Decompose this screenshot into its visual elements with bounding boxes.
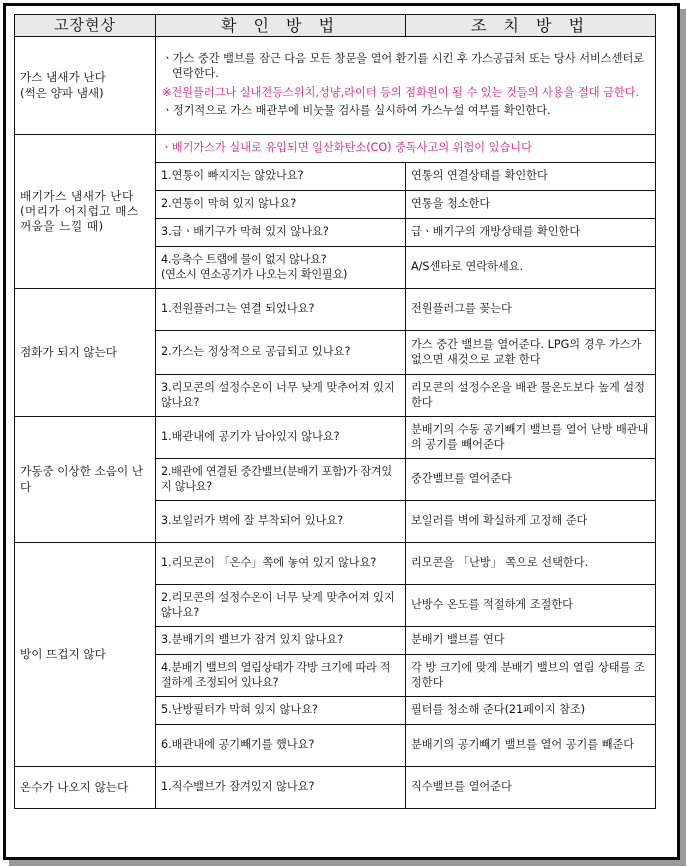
symptom-noise: 가동중 이상한 소음이 난다	[15, 417, 156, 543]
action-cell: 각 방 크기에 맞게 분배기 밸브의 열림 상태를 조정한다	[406, 655, 656, 697]
gas-smell-notes	[156, 37, 656, 135]
symptom-exhaust: 배기가스 냄새가 난다(머리가 어지럽고 매스꺼움을 느낄 때)	[15, 135, 156, 289]
check-cell: 3.리모콘의 설정수온이 너무 낮게 맞추어져 있지 않나요?	[156, 375, 406, 417]
header-symptom: 고장현상	[15, 15, 156, 37]
check-cell: 5.난방필터가 막혀 있지 않나요?	[156, 697, 406, 725]
check-cell: 1.연통이 빠지지는 않았나요?	[156, 163, 406, 191]
table-row	[15, 417, 656, 459]
check-cell: 1.리모콘이 「온수」쪽에 놓여 있지 않나요?	[156, 543, 406, 585]
symptom-ignition: 점화가 되지 않는다	[15, 289, 156, 417]
check-cell: 3.급ㆍ배기구가 막혀 있지 않나요?	[156, 219, 406, 247]
check-cell: 2.가스는 정상적으로 공급되고 있나요?	[156, 331, 406, 375]
table-row	[15, 37, 656, 135]
action-cell: 필터를 청소해 준다(21페이지 참조)	[406, 697, 656, 725]
table-row	[15, 135, 656, 163]
action-cell: 급ㆍ배기구의 개방상태를 확인한다	[406, 219, 656, 247]
action-cell: 연통의 연결상태를 확인한다	[406, 163, 656, 191]
troubleshooting-table	[14, 14, 656, 809]
symptom-gas-smell: 가스 냄새가 난다 (썩은 양파 냄새)	[15, 37, 156, 135]
header-action: 조 치 방 법	[406, 15, 656, 37]
gas-smell-warning: ※전원플러그나 실내전등스위치,성냥,라이터 등의 점화원이 될 수 있는 것들의 사용을 절대 금한다.	[162, 85, 640, 99]
action-cell: 보일러를 벽에 확실하게 고정해 준다	[406, 501, 656, 543]
header-check: 확 인 방 법	[156, 15, 406, 37]
table-row	[15, 289, 656, 331]
action-cell: 분배기의 공기빼기 밸브를 열어 공기를 빼준다	[406, 725, 656, 767]
symptom-no-hot-water: 온수가 나오지 않는다	[15, 767, 156, 809]
table-row	[15, 767, 656, 809]
symptom-cold-room: 방이 뜨겁지 않다	[15, 543, 156, 767]
check-cell: 1.배관내에 공기가 남아있지 않나요?	[156, 417, 406, 459]
check-cell: 2.연통이 막혀 있지 않나요?	[156, 191, 406, 219]
action-cell: 중간밸브를 열어준다	[406, 459, 656, 501]
action-cell: 연통을 청소한다	[406, 191, 656, 219]
exhaust-warning: ㆍ배기가스가 실내로 유입되면 일산화탄소(CO) 중독사고의 위험이 있습니다	[156, 135, 656, 163]
action-cell: 리모콘을 「난방」 쪽으로 선택한다.	[406, 543, 656, 585]
action-cell: 리모콘의 설정수온을 배관 물온도보다 높게 설정 한다	[406, 375, 656, 417]
action-cell: 직수밸브를 열어준다	[406, 767, 656, 809]
check-cell: 6.배관내에 공기빼기를 했나요?	[156, 725, 406, 767]
action-cell: 난방수 온도를 적절하게 조절한다	[406, 585, 656, 627]
action-cell: 분배기의 수동 공기빼기 밸브를 열어 난방 배관내의 공기를 빼어준다	[406, 417, 656, 459]
check-cell: 3.분배기의 밸브가 잠겨 있지 않나요?	[156, 627, 406, 655]
gas-smell-note: ㆍ가스 중간 밸브를 잠근 다음 모든 창문을 열어 환기를 시킨 후 가스공급처 또는 당사 서비스센터로 연락한다.	[162, 52, 645, 80]
check-cell: 1.전원플러그는 연결 되었나요?	[156, 289, 406, 331]
check-cell: 4.분배기 밸브의 열림상태가 각방 크기에 따라 적절하게 조정되어 있나요?	[156, 655, 406, 697]
check-cell: 2.리모콘의 설정수온이 너무 낮게 맞추어져 있지 않나요?	[156, 585, 406, 627]
action-cell: A/S센타로 연락하세요.	[406, 247, 656, 289]
check-cell: 2.배관에 연결된 중간밸브(분배기 포함)가 잠겨있지 않나요?	[156, 459, 406, 501]
check-cell: 3.보일러가 벽에 잘 부착되어 있나요?	[156, 501, 406, 543]
check-cell: 1.직수밸브가 잠겨있지 않나요?	[156, 767, 406, 809]
action-cell: 전원플러그를 꽂는다	[406, 289, 656, 331]
table-row	[15, 543, 656, 585]
check-cell: 4.응축수 트랩에 물이 없지 않나요? (연소시 연소공기가 나오는지 확인필요)	[156, 247, 406, 289]
header-row	[15, 15, 656, 37]
action-cell: 가스 중간 밸브를 열어준다. LPG의 경우 가스가 없으면 새것으로 교환 한다	[406, 331, 656, 375]
gas-smell-note: ㆍ정기적으로 가스 배관부에 비눗물 검사를 실시하여 가스누설 여부를 확인한다.	[162, 104, 551, 118]
action-cell: 분배기 밸브를 연다	[406, 627, 656, 655]
